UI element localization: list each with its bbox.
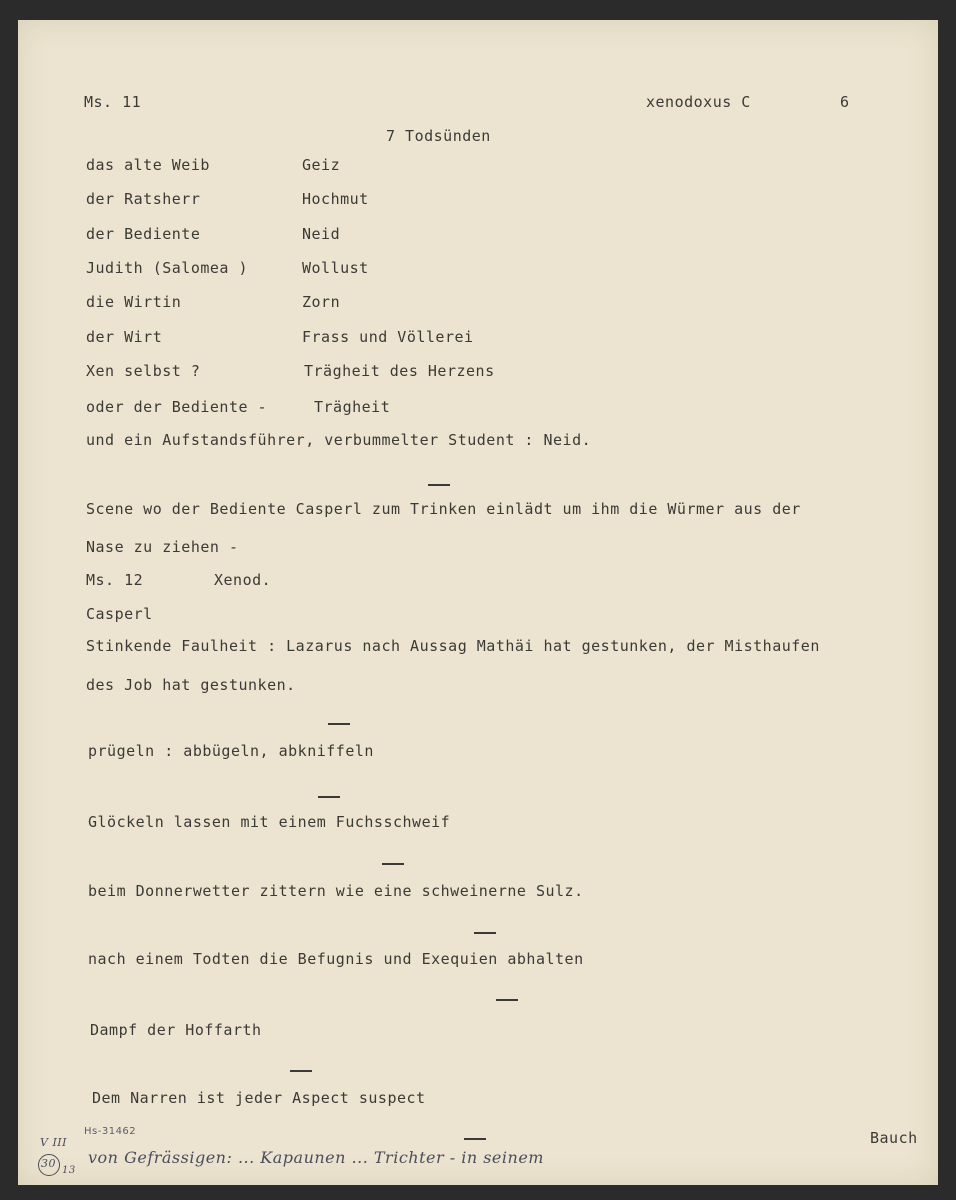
archive-number: Hs-31462 <box>84 1126 137 1137</box>
text-line: Bauch <box>870 1129 918 1147</box>
sin-name: Geiz <box>302 156 341 174</box>
sin-person: das alte Weib <box>86 156 210 174</box>
sin-person: Judith (Salomea ) <box>86 259 249 277</box>
separator-dash <box>382 863 404 865</box>
margin-circled-number: 30 <box>41 1157 56 1170</box>
text-line: Glöckeln lassen mit einem Fuchsschweif <box>88 813 451 831</box>
text-line: Nase zu ziehen - <box>86 538 239 556</box>
sin-person: der Ratsherr <box>86 190 201 208</box>
text-line: Dem Narren ist jeder Aspect suspect <box>92 1089 426 1107</box>
separator-dash <box>328 723 350 725</box>
text-line: nach einem Todten die Befugnis und Exequien abhalten <box>88 950 584 968</box>
manuscript-number: Ms. 12 <box>86 571 144 589</box>
sin-name: Trägheit des Herzens <box>304 362 495 380</box>
margin-roman: V III <box>40 1136 67 1149</box>
separator-dash <box>290 1070 312 1072</box>
sin-person: Xen selbst ? <box>86 362 201 380</box>
sin-name: Frass und Völlerei <box>302 328 474 346</box>
sin-person: oder der Bediente - <box>86 398 268 416</box>
text-line: Dampf der Hoffarth <box>90 1021 262 1039</box>
text-line: des Job hat gestunken. <box>86 676 296 694</box>
page-number: 6 <box>840 93 850 111</box>
sin-person: der Bediente <box>86 225 201 243</box>
margin-sub-number: 13 <box>62 1165 76 1176</box>
text-line: beim Donnerwetter zittern wie eine schweinerne Sulz. <box>88 882 584 900</box>
text-line: Scene wo der Bediente Casperl zum Trinken einlädt um ihm die Würmer aus der <box>86 500 801 518</box>
text-line: Stinkende Faulheit : Lazarus nach Aussag Mathäi hat gestunken, der Misthaufen <box>86 637 820 655</box>
separator-dash <box>464 1138 486 1140</box>
sin-name: Zorn <box>302 293 341 311</box>
sin-person: der Wirt <box>86 328 163 346</box>
sin-name: Trägheit <box>314 398 391 416</box>
section-title: 7 Todsünden <box>386 127 491 145</box>
sin-person: die Wirtin <box>86 293 182 311</box>
separator-dash <box>496 999 518 1001</box>
text-line: und ein Aufstandsführer, verbummelter Student : Neid. <box>86 431 592 449</box>
separator-dash <box>428 484 450 486</box>
handwritten-line: von Gefrässigen: ... Kapaunen ... Trichter - in seinem <box>88 1148 544 1167</box>
document-page <box>18 20 938 1185</box>
document-title: xenodoxus C <box>646 93 751 111</box>
text-line: prügeln : abbügeln, abkniffeln <box>88 742 374 760</box>
sin-name: Hochmut <box>302 190 369 208</box>
text-line: Xenod. <box>214 571 272 589</box>
separator-dash <box>474 932 496 934</box>
sin-name: Wollust <box>302 259 369 277</box>
manuscript-number: Ms. 11 <box>84 93 142 111</box>
separator-dash <box>318 796 340 798</box>
text-line: Casperl <box>86 605 153 623</box>
sin-name: Neid <box>302 225 341 243</box>
